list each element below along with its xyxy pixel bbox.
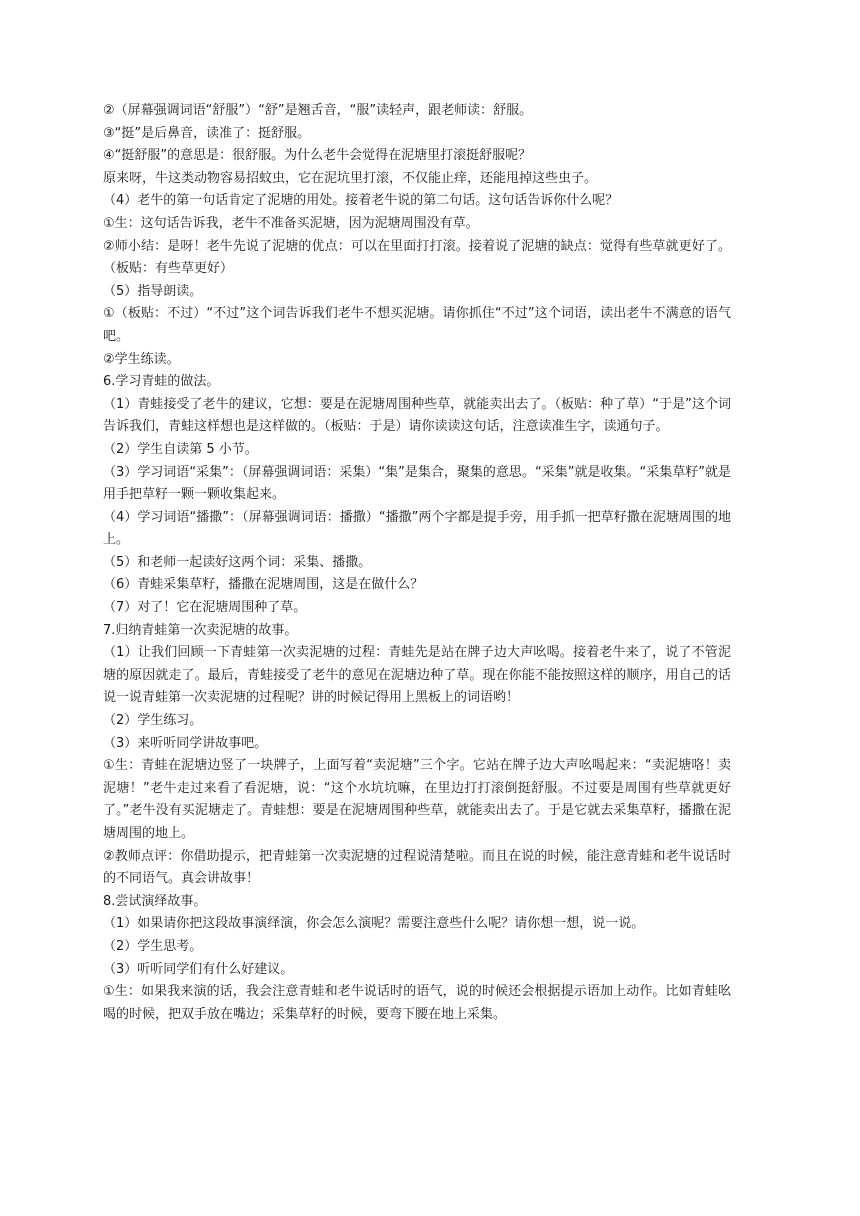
paragraph: （5）和老师一起读好这两个词：采集、播撒。 bbox=[103, 554, 372, 570]
paragraph: ②学生练读。 bbox=[103, 351, 180, 367]
paragraph: （2）学生思考。 bbox=[103, 938, 203, 954]
paragraph: ②教师点评：你借助提示，把青蛙第一次卖泥塘的过程说清楚啦。而且在说的时候，能注意青蛙和老牛说话时的不同语气。真会讲故事！ bbox=[103, 848, 731, 887]
paragraph: （2）学生自读第 5 小节。 bbox=[103, 441, 258, 457]
paragraph: （4）老牛的第一句话肯定了泥塘的用处。接着老牛说的第二句话。这句话告诉你什么呢？ bbox=[103, 193, 619, 209]
paragraph: 原来呀，牛这类动物容易招蚊虫，它在泥坑里打滚，不仅能止痒，还能甩掉这些虫子。 bbox=[103, 170, 598, 186]
paragraph: （7）对了！它在泥塘周围种了草。 bbox=[103, 600, 307, 616]
paragraph: （3）学习词语“采集”：（屏幕强调词语：采集）“集”是集合，聚集的意思。“采集”就是收集。“采集草籽”就是用手把草籽一颗一颗收集起来。 bbox=[103, 464, 731, 503]
paragraph: ③“挺”是后鼻音，读准了：挺舒服。 bbox=[103, 125, 311, 141]
paragraph: （2）学生练习。 bbox=[103, 713, 203, 729]
paragraph: （5）指导朗读。 bbox=[103, 283, 203, 299]
paragraph: ④“挺舒服”的意思是：很舒服。为什么老牛会觉得在泥塘里打滚挺舒服呢？ bbox=[103, 148, 532, 164]
paragraph: （3）听听同学们有什么好建议。 bbox=[103, 961, 294, 977]
section-heading: 8.尝试演绎故事。 bbox=[103, 893, 207, 909]
section-heading: 7.归纳青蛙第一次卖泥塘的故事。 bbox=[103, 622, 298, 638]
section-heading: 6.学习青蛙的做法。 bbox=[103, 374, 220, 390]
paragraph: ①（板贴：不过）“不过”这个词告诉我们老牛不想买泥塘。请你抓住“不过”这个词语，读出老牛不满意的语气吧。 bbox=[103, 306, 731, 344]
paragraph: ①生：如果我来演的话，我会注意青蛙和老牛说话时的语气，说的时候还会根据提示语加上动作。比如青蛙吆喝的时候，把双手放在嘴边；采集草籽的时候，要弯下腰在地上采集。 bbox=[103, 984, 731, 1022]
paragraph: （1）让我们回顾一下青蛙第一次卖泥塘的过程：青蛙先是站在牌子边大声吆喝。接着老牛来了，说了不管泥塘的原因就走了。最后，青蛙接受了老牛的意见在泥塘边种了草。现在你能不能按照这样的顺序，用自己的话说一说青蛙第一次卖泥塘的过程呢？讲的时候记得用上黑板上的词语哟！ bbox=[103, 645, 731, 706]
paragraph: （3）来听听同学讲故事吧。 bbox=[103, 735, 268, 751]
paragraph: ②（屏幕强调词语“舒服”）“舒”是翘舌音，“服”读轻声，跟老师读：舒服。 bbox=[103, 103, 533, 118]
paragraph: ②师小结：是呀！老牛先说了泥塘的优点：可以在里面打打滚。接着说了泥塘的缺点：觉得有些草就更好了。（板贴：有些草更好） bbox=[103, 238, 731, 277]
document-page bbox=[103, 100, 731, 1026]
paragraph: （1）青蛙接受了老牛的建议，它想：要是在泥塘周围种些草，就能卖出去了。（板贴：种了草）“于是”这个词告诉我们，青蛙这样想也是这样做的。（板贴：于是）请你读读这句话，注意读准生字，读通句子。 bbox=[103, 396, 731, 435]
paragraph: （4）学习词语“播撒”：（屏幕强调词语：播撒）“播撒”两个字都是提手旁，用手抓一把草籽撒在泥塘周围的地上。 bbox=[103, 509, 731, 548]
paragraph: ①生：青蛙在泥塘边竖了一块牌子，上面写着“卖泥塘”三个字。它站在牌子边大声吆喝起来：“卖泥塘咯！卖泥塘！”老牛走过来看了看泥塘，说：“这个水坑坑嘛，在里边打打滚倒挺舒服。不过要是周围有些草就更好了。”老牛没有买泥塘走了。青蛙想：要是在泥塘周围种些草，就能卖出去了。于是它就去采集草籽，播撒在泥塘周围的地上。 bbox=[103, 758, 731, 841]
paragraph: ①生：这句话告诉我，老牛不准备买泥塘，因为泥塘周围没有草。 bbox=[103, 215, 479, 231]
paragraph: （1）如果请你把这段故事演绎演，你会怎么演呢？需要注意些什么呢？请你想一想，说一说。 bbox=[103, 916, 645, 932]
paragraph: （6）青蛙采集草籽，播撒在泥塘周围，这是在做什么？ bbox=[103, 577, 424, 593]
